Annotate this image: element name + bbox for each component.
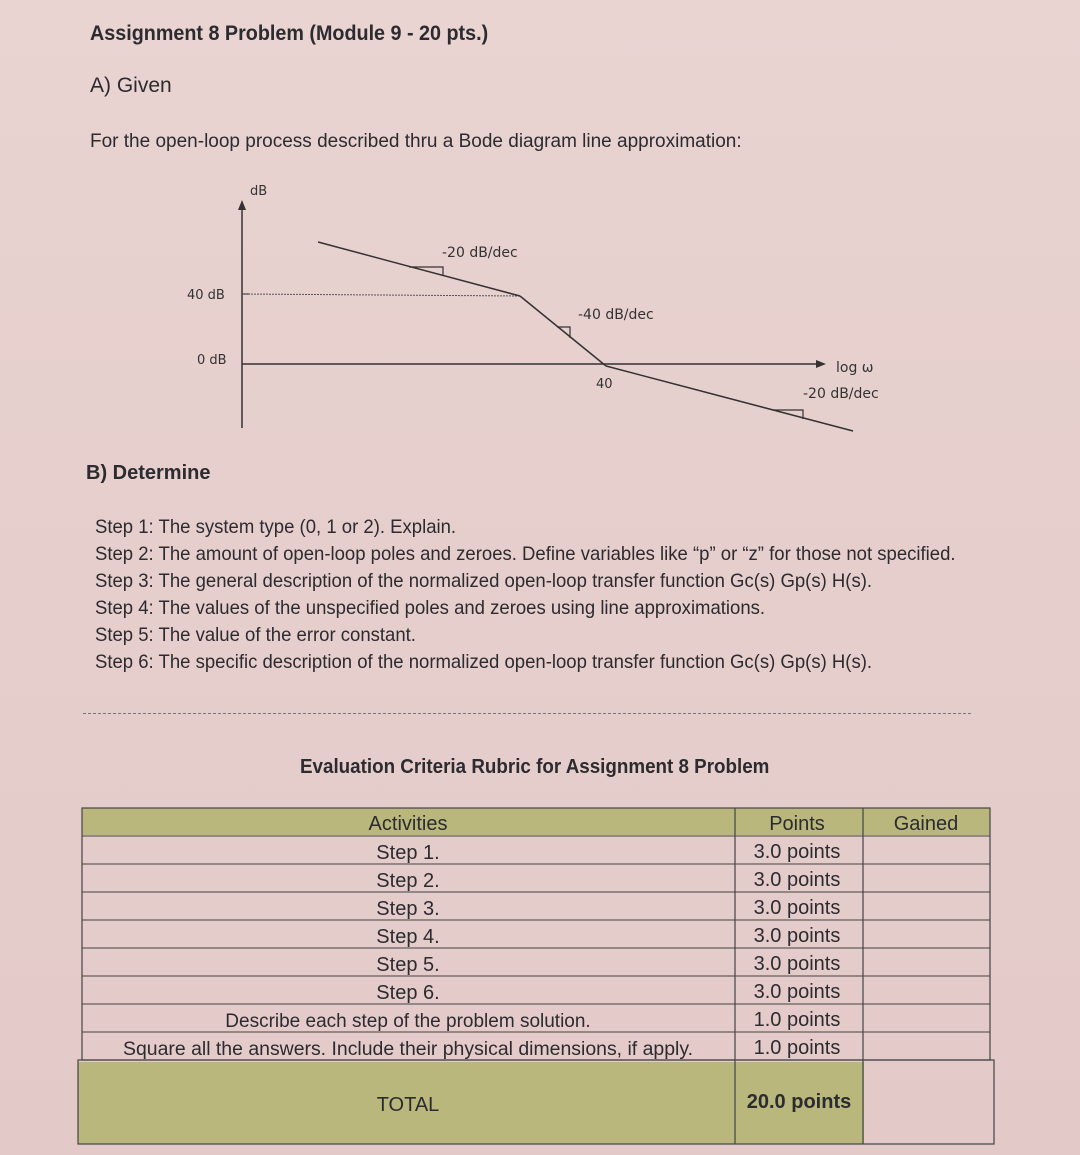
given-heading: A) Given: [90, 74, 172, 97]
row-points: 3.0 points: [753, 841, 841, 863]
total-label: TOTAL: [376, 1094, 440, 1116]
row-points: 1.0 points: [753, 1037, 841, 1059]
bode-x-tick-40: 40: [596, 377, 613, 392]
slope-label-2: -40 dB/dec: [578, 307, 654, 323]
intro-text: For the open-loop process described thru a Bode diagram line approximation:: [90, 131, 742, 152]
bode-x-label: log ω: [836, 360, 874, 376]
row-activity: Describe each step of the problem solution.: [225, 1011, 591, 1032]
header-activities: Activities: [368, 813, 448, 835]
row-activity: Step 1.: [376, 842, 440, 864]
row-activity: Square all the answers. Include their physical dimensions, if apply.: [123, 1039, 693, 1060]
header-gained: Gained: [893, 813, 959, 835]
slope-label-3: -20 dB/dec: [803, 386, 879, 402]
row-activity: Step 5.: [376, 954, 440, 976]
row-points: 1.0 points: [753, 1009, 841, 1031]
total-points: 20.0 points: [746, 1091, 852, 1113]
step-3: Step 3: The general description of the normalized open-loop transfer function Gc(s) Gp(s) H(s).: [95, 570, 873, 592]
row-activity: Step 2.: [376, 870, 440, 892]
step-2: Step 2: The amount of open-loop poles and zeroes. Define variables like “p” or “z” for those not specified.: [95, 543, 956, 565]
row-points: 3.0 points: [753, 869, 841, 891]
bode-40db-label: 40 dB: [187, 288, 225, 303]
step-5: Step 5: The value of the error constant.: [95, 624, 416, 646]
row-activity: Step 4.: [376, 926, 440, 948]
slope-label-1: -20 dB/dec: [442, 245, 518, 261]
rubric-header-bg: [82, 808, 990, 835]
bode-0db-label: 0 dB: [197, 353, 227, 368]
determine-heading: B) Determine: [86, 462, 211, 484]
bode-y-label: dB: [250, 184, 268, 199]
header-points: Points: [769, 813, 825, 835]
assignment-title: Assignment 8 Problem (Module 9 - 20 pts.): [90, 22, 489, 45]
row-points: 3.0 points: [753, 981, 841, 1003]
rubric-title: Evaluation Criteria Rubric for Assignment 8 Problem: [300, 756, 770, 778]
row-points: 3.0 points: [753, 925, 841, 947]
row-activity: Step 6.: [376, 982, 440, 1004]
row-points: 3.0 points: [753, 897, 841, 919]
row-activity: Step 3.: [376, 898, 440, 920]
step-6: Step 6: The specific description of the normalized open-loop transfer function Gc(s) Gp(s) H(s).: [95, 651, 873, 673]
step-4: Step 4: The values of the unspecified poles and zeroes using line approximations.: [95, 597, 766, 619]
step-1: Step 1: The system type (0, 1 or 2). Explain.: [95, 516, 457, 538]
row-points: 3.0 points: [753, 953, 841, 975]
